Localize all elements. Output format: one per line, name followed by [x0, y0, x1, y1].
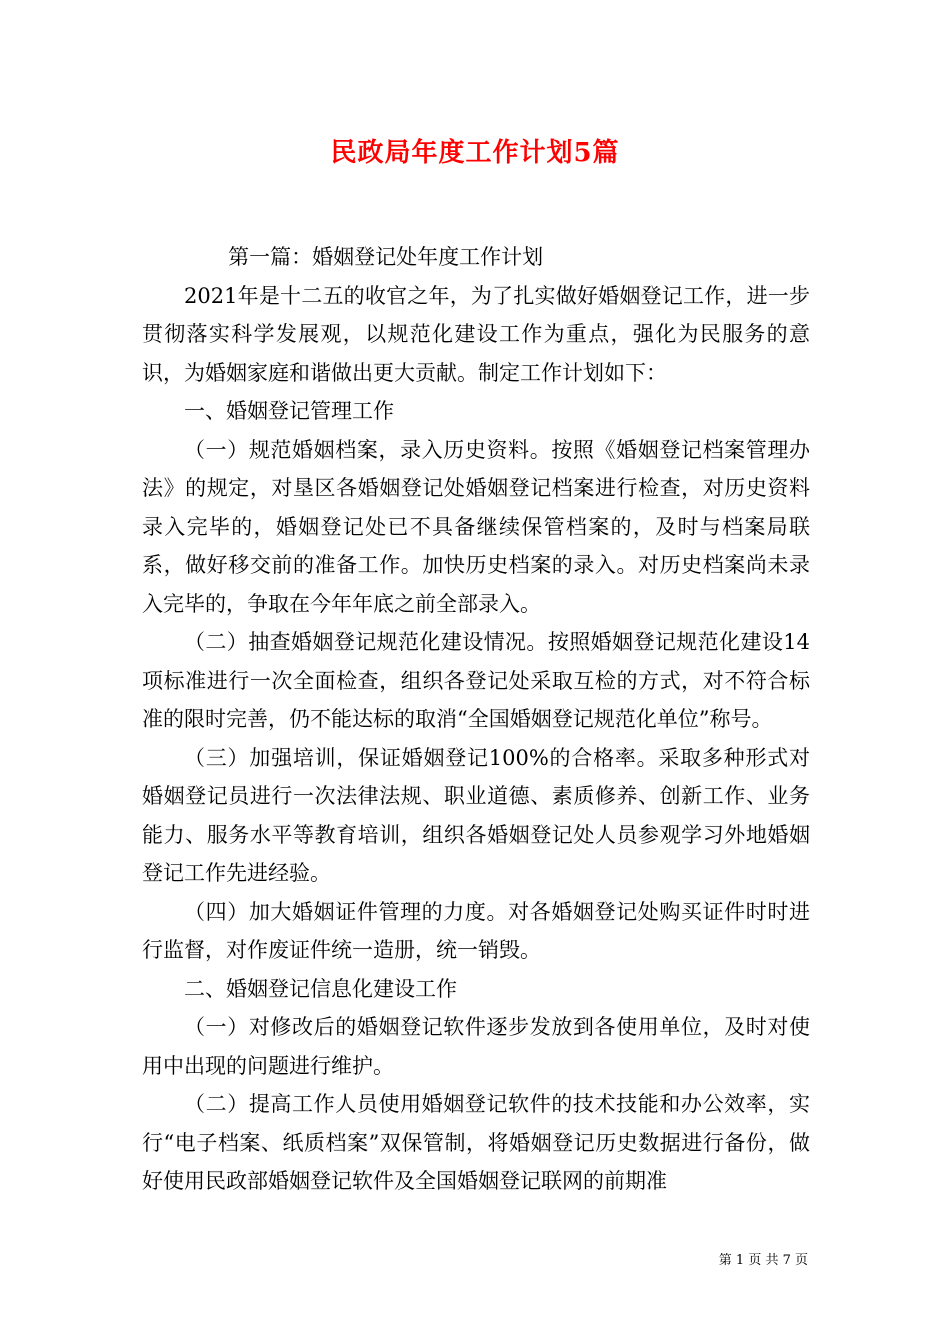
paragraph-1-1: （一）规范婚姻档案，录入历史资料。按照《婚姻登记档案管理办法》的规定，对垦区各婚姻登记处婚姻登记档案进行检查，对历史资料录入完毕的，婚姻登记处已不具备继续保管档案的，及时与档案局联系，做好移交前的准备工作。加快历史档案的录入。对历史档案尚未录入完毕的，争取在今年年底之前全部录入。	[142, 437, 810, 616]
document-title: 民政局年度工作计划5篇	[330, 138, 620, 168]
page-number: 第 1 页 共 7 页	[718, 1253, 808, 1268]
section-heading-1: 一、婚姻登记管理工作	[184, 399, 394, 423]
paragraph-intro: 2021年是十二五的收官之年，为了扎实做好婚姻登记工作，进一步贯彻落实科学发展观，以规范化建设工作为重点，强化为民服务的意识，为婚姻家庭和谐做出更大贡献。制定工作计划如下：	[142, 283, 810, 385]
paragraph-2-2: （二）提高工作人员使用婚姻登记软件的技术技能和办公效率，实行“电子档案、纸质档案”双保管制，将婚姻登记历史数据进行备份，做好使用民政部婚姻登记软件及全国婚姻登记联网的前期准	[142, 1092, 810, 1193]
paragraph-1-3: （三）加强培训，保证婚姻登记100%的合格率。采取多种形式对婚姻登记员进行一次法律法规、职业道德、素质修养、创新工作、业务能力、服务水平等教育培训，组织各婚姻登记处人员参观学习外地婚姻登记工作先进经验。	[142, 745, 810, 885]
section-heading-2: 二、婚姻登记信息化建设工作	[184, 976, 457, 1001]
document-body	[142, 238, 810, 1201]
document-subtitle: 第一篇：婚姻登记处年度工作计划	[228, 245, 544, 269]
paragraph-2-1: （一）对修改后的婚姻登记软件逐步发放到各使用单位，及时对使用中出现的问题进行维护。	[142, 1015, 810, 1078]
paragraph-1-2: （二）抽查婚姻登记规范化建设情况。按照婚姻登记规范化建设14项标准进行一次全面检查，组织各登记处采取互检的方式，对不符合标准的限时完善，仍不能达标的取消“全国婚姻登记规范化单位”称号。	[142, 630, 810, 731]
paragraph-1-4: （四）加大婚姻证件管理的力度。对各婚姻登记处购买证件时时进行监督，对作废证件统一造册，统一销毁。	[142, 899, 810, 962]
